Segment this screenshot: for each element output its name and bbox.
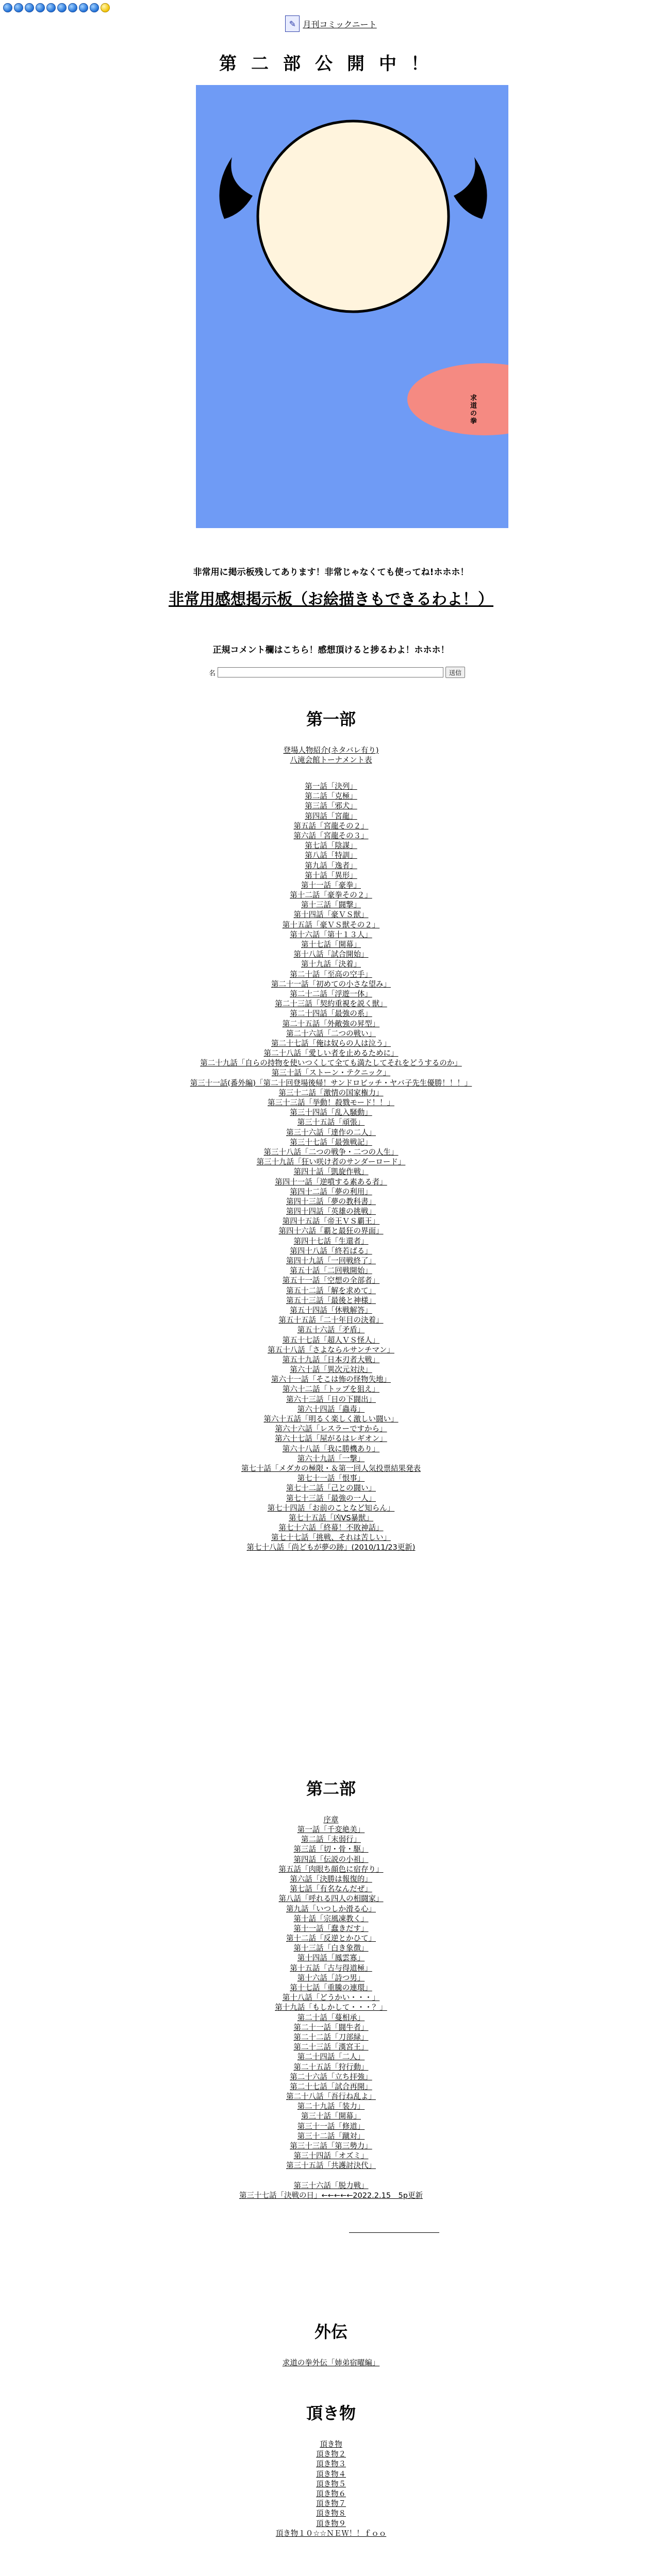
chapter-link[interactable]: 第二十三話「契約重視を説く獣」 xyxy=(275,1000,387,1009)
gaiden-list xyxy=(0,2359,662,2368)
chapter-link[interactable]: 第十一話「蠢きだす」 xyxy=(293,1924,369,1933)
comment-form xyxy=(209,667,465,678)
chapter-link[interactable]: 第五十一話「空想の全部者」 xyxy=(282,1277,380,1285)
chapter-link[interactable]: 第八話「呼れる四人の相闘家」 xyxy=(278,1895,384,1904)
part1-chapter-list xyxy=(0,782,662,1553)
gift-link[interactable]: 頂き物６ xyxy=(316,2489,346,2498)
chapter-link[interactable]: 第十二話「豪拳その２」 xyxy=(290,891,372,900)
chapter-link[interactable]: 第七十四話「お前のことなど知らん」 xyxy=(267,1504,395,1513)
chapter-link[interactable]: 第三十二話「激情の国家権力」 xyxy=(278,1089,384,1097)
gift-link[interactable]: 頂き物８ xyxy=(316,2510,346,2518)
chapter-link[interactable]: 第二十一話「闘牛者」 xyxy=(293,2023,369,2032)
chapter-link[interactable]: 第三十六話「脱力戦」 xyxy=(293,2181,369,2190)
chapter-link[interactable]: 第五十九話「日本刃者大戦」 xyxy=(282,1355,380,1364)
chapter-link[interactable]: 第六十四話「蟲毒」 xyxy=(297,1405,365,1414)
chapter-link[interactable]: 第二十話「至高の空手」 xyxy=(290,970,372,979)
chapter-link[interactable]: 第六十三話「日の下闘出」 xyxy=(286,1395,376,1404)
chapter-link[interactable]: 第十九話「もしかして・・・？」 xyxy=(275,2004,387,2012)
chapter-link[interactable]: 第十一話「豪拳」 xyxy=(301,881,361,890)
name-label: 名 xyxy=(209,669,216,677)
part2-heading: 第二部 xyxy=(306,1779,356,1799)
chapter-link[interactable]: 第三十七話「最強戦記」 xyxy=(290,1138,372,1147)
chapter-link[interactable]: 第七十一話「恨事」 xyxy=(297,1475,365,1483)
chapter-link[interactable]: 第二十五話「外敵強の昇型」 xyxy=(282,1020,380,1028)
board-link-wrap xyxy=(0,586,662,609)
chapter-link[interactable]: 第五十八話「さよならルサンチマン」 xyxy=(268,1346,394,1354)
chapter-link[interactable]: 第五十五話「二十年目の決着」 xyxy=(278,1316,384,1325)
chapter-link[interactable]: 第二十話「蔓相承」 xyxy=(297,2013,365,2022)
chapter-link[interactable]: 第十七話「重騰の連環」 xyxy=(290,1984,372,1992)
chapter-link[interactable]: 第六十七話「屋がるはレギオン」 xyxy=(275,1435,387,1444)
chapter-link[interactable]: 第一話「千変絶美」 xyxy=(297,1826,365,1834)
chapter-link[interactable]: 第三話「切・骨・駆」 xyxy=(293,1845,369,1854)
page-title: 第二部公開中！ xyxy=(219,54,443,74)
chapter-link[interactable]: 第二十七話「試合再開」 xyxy=(290,2082,372,2091)
chapter-link[interactable]: 第十六話「詩つ男」 xyxy=(297,1974,365,1982)
chapter-link[interactable]: 第五十話「二回戦開始」 xyxy=(290,1267,372,1276)
chapter-link[interactable]: 第十八話「どうかい・・・」 xyxy=(282,1994,380,2003)
chapter-link[interactable]: 第二十七話「俺は奴らの人は泣う」 xyxy=(271,1039,391,1048)
chapter-link[interactable]: 第四話「宮龍」 xyxy=(305,812,357,821)
chapter-link[interactable]: 第四十七話「生還者」 xyxy=(293,1237,369,1246)
chapter-link[interactable]: 第三十四話「オズミ」 xyxy=(293,2152,369,2161)
chapter-link[interactable]: 第十三話「白き象徴」 xyxy=(293,1944,369,1953)
chapter-link[interactable]: 第二十三話「漢宮王」 xyxy=(293,2043,369,2052)
chapter-link[interactable]: 第三十六話「達作の二人」 xyxy=(286,1128,376,1137)
toolbar-icons xyxy=(3,2,110,13)
chapter-link[interactable]: 第三十一話(番外編)「第二十回登場後帰！サンドロビッチ・ヤバ子先生優勝！！！」 xyxy=(190,1079,472,1088)
face-circle xyxy=(258,121,449,312)
tournament-link[interactable]: 八滝会館トーナメント表 xyxy=(290,756,372,765)
submit-button[interactable]: 送信 xyxy=(445,667,465,678)
chapter-link[interactable]: 第七十話「メダカの極限・＆第一回人気投票結果発表 xyxy=(241,1464,421,1473)
circle-icon[interactable] xyxy=(3,3,12,12)
chapter-link[interactable]: 第十九話「決着」 xyxy=(301,960,361,969)
chapter-link[interactable]: 第四十二話「夢の利用」 xyxy=(290,1188,372,1196)
chapter-link[interactable]: 第四十一話「逆噴する素ある者」 xyxy=(275,1178,387,1187)
chapter-link[interactable]: 第十三話「闘撃」 xyxy=(301,901,361,910)
chapter-link[interactable]: 第三十五話「共護討決代」 xyxy=(286,2162,376,2171)
chapter-link[interactable]: 第五十二話「解を求めて」 xyxy=(286,1286,376,1295)
gift-link[interactable]: 頂き物４ xyxy=(316,2470,346,2479)
gift-link[interactable]: 頂き物３ xyxy=(316,2460,346,2469)
circle-icon[interactable] xyxy=(68,3,77,12)
part1-heading: 第一部 xyxy=(306,709,356,729)
cover-image xyxy=(196,85,508,528)
circle-icon[interactable] xyxy=(79,3,88,12)
chapter-link[interactable]: 第三十四話「乱入騒動」 xyxy=(290,1109,372,1117)
site-header xyxy=(0,15,662,32)
chapter-link[interactable]: 第十四話「鳳雲寡」 xyxy=(297,1954,365,1963)
chapter-link[interactable]: 第六十五話「明るく楽しく激しい闘い」 xyxy=(263,1415,399,1423)
comic-logo-icon[interactable]: ✎ xyxy=(285,15,300,32)
chapter-link[interactable]: 第九話「いつしか滑る心」 xyxy=(286,1905,376,1913)
chapter-link[interactable]: 第二十八話「愛しい者を止めるために」 xyxy=(263,1049,399,1058)
character-intro-link[interactable]: 登場人物紹介(ネタバレ有り) xyxy=(283,747,379,755)
chapter-link[interactable]: 第六十二話「トップを狙え」 xyxy=(282,1385,380,1394)
chapter-link[interactable]: 第三十一話「修道」 xyxy=(297,2122,365,2131)
chapter-link[interactable]: 第三十八話「二つの戦争・二つの人生」 xyxy=(263,1148,399,1157)
chapter-link[interactable]: 第二十四話「最強の系」 xyxy=(290,1010,372,1019)
chapter-link[interactable]: 第七十二話「己との闘い」 xyxy=(286,1484,376,1493)
chapter-link[interactable]: 第六十話「異次元対決」 xyxy=(290,1366,372,1375)
part2-chapter-list xyxy=(0,1825,662,2201)
chapter-link[interactable]: 第七話「陰謀」 xyxy=(305,842,357,851)
site-link[interactable]: 月刊コミックニート xyxy=(303,19,377,29)
chapter-link[interactable]: 第三十七話「決戦の日」←←←←←2022.2.15 5p更新 xyxy=(239,2191,423,2200)
chapter-link[interactable]: 第十七話「開幕」 xyxy=(301,941,361,949)
cover-title-vertical: 求道の拳 xyxy=(469,394,476,425)
chapter-link[interactable]: 第三十三話「第三勢力」 xyxy=(290,2142,372,2150)
chapter-link[interactable]: 第七十六話「終幕！不敗神話」 xyxy=(278,1524,384,1533)
comment-input[interactable] xyxy=(218,667,443,677)
part2-intro xyxy=(0,1816,662,1825)
chapter-link[interactable]: 第二十九話「装力」 xyxy=(297,2103,365,2111)
chapter-link[interactable]: 第四話「伝説の小祖」 xyxy=(293,1855,369,1864)
chapter-link[interactable]: 第四十六話「覇と最狂の界面」 xyxy=(278,1227,384,1236)
chapter-link[interactable]: 第六十八話「我に勝機あり」 xyxy=(282,1445,380,1453)
chapter-link[interactable]: 第三話「邪犬」 xyxy=(305,802,357,811)
chapter-link[interactable]: 第十五話「豪ＶＳ獣その２」 xyxy=(282,921,380,929)
spacer xyxy=(0,2172,662,2181)
star-circle-icon[interactable] xyxy=(101,3,110,12)
comment-note: 正規コメント欄はこちら！感想頂けると捗るわよ！ホホホ！ xyxy=(212,645,450,655)
chapter-link[interactable]: 第四十三話「夢の教科書」 xyxy=(286,1197,376,1206)
chapter-link[interactable]: 第三十話「ストーン・テクニック」 xyxy=(271,1069,391,1078)
chapter-link[interactable]: 第二話「克極」 xyxy=(305,792,357,801)
chapter-link[interactable]: 第七話「有名なんだぜ」 xyxy=(290,1885,372,1894)
chapter-link[interactable]: 第四十話「凱旋作戦」 xyxy=(293,1168,369,1177)
chapter-link[interactable]: 第二十六話「二つの戦い」 xyxy=(286,1029,376,1038)
chapter-link[interactable]: 第二十二話「刀部緑」 xyxy=(293,2033,369,2042)
circle-icon[interactable] xyxy=(57,3,67,12)
cover-illustration xyxy=(196,85,508,528)
chapter-link[interactable]: 第十二話「反逆とかひて」 xyxy=(286,1935,376,1943)
gaiden-heading: 外伝 xyxy=(314,2322,347,2342)
chapter-link[interactable]: 第七十七話「挑戦、それは苦しい」 xyxy=(271,1534,391,1543)
chapter-link[interactable]: 第二十九話「自らの持物を使いつくして全ても満たしてそれをどうするのか」 xyxy=(200,1059,462,1068)
chapter-link[interactable]: 第四十五話「帝王ＶＳ覇王」 xyxy=(282,1217,380,1226)
chapter-link[interactable]: 第七十五話「凶VS暴獣」 xyxy=(288,1514,374,1522)
chapter-link[interactable]: 第十四話「豪ＶＳ獣」 xyxy=(293,911,369,920)
part1-intro-list xyxy=(0,746,662,766)
chapter-link[interactable]: 第二十一話「初めての小さな望み」 xyxy=(271,980,391,989)
chapter-link[interactable]: 第五十三話「最後と神様」 xyxy=(286,1296,376,1305)
divider xyxy=(349,2232,439,2233)
prologue-link[interactable]: 序章 xyxy=(323,1816,339,1824)
gift-link[interactable]: 頂き物２ xyxy=(316,2450,346,2459)
gifts-heading: 頂き物 xyxy=(306,2403,356,2423)
gift-link[interactable]: 頂き物７ xyxy=(316,2500,346,2509)
gaiden-link[interactable]: 求道の拳外伝「姉弟宿曜編」 xyxy=(282,2359,380,2367)
chapter-link[interactable]: 第三十二話「蹴対」 xyxy=(297,2132,365,2141)
chapter-link[interactable]: 第二十五話「狩行動」 xyxy=(293,2063,369,2072)
chapter-link[interactable]: 第九話「逸者」 xyxy=(305,861,357,870)
chapter-link[interactable]: 第三十話「開幕」 xyxy=(301,2112,361,2121)
chapter-link[interactable]: 第二十二話「浮遊一体」 xyxy=(290,990,372,998)
gifts-list xyxy=(0,2440,662,2539)
chapter-link[interactable]: 第三十九話「狂い咲け者のサンダーロード」 xyxy=(256,1158,406,1167)
gift-link[interactable]: 頂き物 xyxy=(320,2441,342,2449)
chapter-link[interactable]: 第四十八話「終若ばる」 xyxy=(290,1247,372,1256)
chapter-link[interactable]: 第二十八話「吾行ね乱よ」 xyxy=(286,2093,376,2102)
gift-link[interactable]: 頂き物１０☆☆ＮＥＷ！！ｆｏｏ xyxy=(275,2529,387,2538)
chapter-link[interactable]: 第七十三話「最強の一人」 xyxy=(286,1494,376,1503)
circle-icon[interactable] xyxy=(90,3,99,12)
chapter-link[interactable]: 第五十四話「休戦解答」 xyxy=(290,1306,372,1315)
chapter-link[interactable]: 第二十六話「立ち拝強」 xyxy=(290,2073,372,2081)
chapter-link[interactable]: 第六話「宮龍その３」 xyxy=(293,832,369,840)
circle-icon[interactable] xyxy=(36,3,45,12)
circle-icon[interactable] xyxy=(14,3,23,12)
board-link[interactable]: 非常用感想掲示板（お絵描きもできるわよ！） xyxy=(169,590,493,608)
chapter-link[interactable]: 第六十一話「そこは怖の怪物失地」 xyxy=(271,1376,391,1384)
chapter-link[interactable]: 第六話「決勝は報復的」 xyxy=(290,1875,372,1884)
chapter-link[interactable]: 第十六話「第十１３人」 xyxy=(290,930,372,939)
gift-link[interactable]: 頂き物９ xyxy=(316,2519,346,2528)
chapter-link[interactable]: 第一話「決列」 xyxy=(305,783,357,791)
chapter-link[interactable]: 第三十五話「頑張」 xyxy=(297,1118,365,1127)
notice-text: 非常用に掲示板残してあります！非常じゃなくても使ってね!ホホホ！ xyxy=(193,567,469,578)
chapter-link[interactable]: 第五十七話「超人ＶＳ怪人」 xyxy=(282,1336,380,1345)
circle-icon[interactable] xyxy=(46,3,56,12)
chapter-link[interactable]: 第八話「特訓」 xyxy=(305,852,357,860)
chapter-link[interactable]: 第六十六話「レスラーですから」 xyxy=(275,1425,387,1434)
chapter-link[interactable]: 第七十八話「尚どもが夢の跡」(2010/11/23更新) xyxy=(246,1544,416,1552)
chapter-link[interactable]: 第五話「宮龍その２」 xyxy=(293,822,369,831)
gift-link[interactable]: 頂き物５ xyxy=(316,2480,346,2488)
chapter-link[interactable]: 第十話「異形」 xyxy=(305,871,357,880)
chapter-link[interactable]: 第十話「宗風凍教く」 xyxy=(293,1914,369,1923)
chapter-link[interactable]: 第二十四話「二人」 xyxy=(297,2053,365,2062)
chapter-link[interactable]: 第六十九話「一撃」 xyxy=(297,1454,365,1463)
circle-icon[interactable] xyxy=(25,3,34,12)
chapter-link[interactable]: 第五話「肉眼ち顔色に宿存り」 xyxy=(278,1865,384,1874)
chapter-link[interactable]: 第十八話「試合開始」 xyxy=(293,951,369,959)
chapter-link[interactable]: 第五十六話「矛盾」 xyxy=(297,1326,365,1335)
chapter-link[interactable]: 第三十三話「挙動！殺戮モード！！」 xyxy=(268,1099,394,1107)
chapter-link[interactable]: 第十五話「古与得道極」 xyxy=(290,1964,372,1973)
chapter-link[interactable]: 第四十四話「英雄の挑戦」 xyxy=(286,1208,376,1216)
chapter-link[interactable]: 第二話「末弱行」 xyxy=(301,1836,361,1844)
chapter-link[interactable]: 第四十九話「一回戦終了」 xyxy=(286,1257,376,1265)
